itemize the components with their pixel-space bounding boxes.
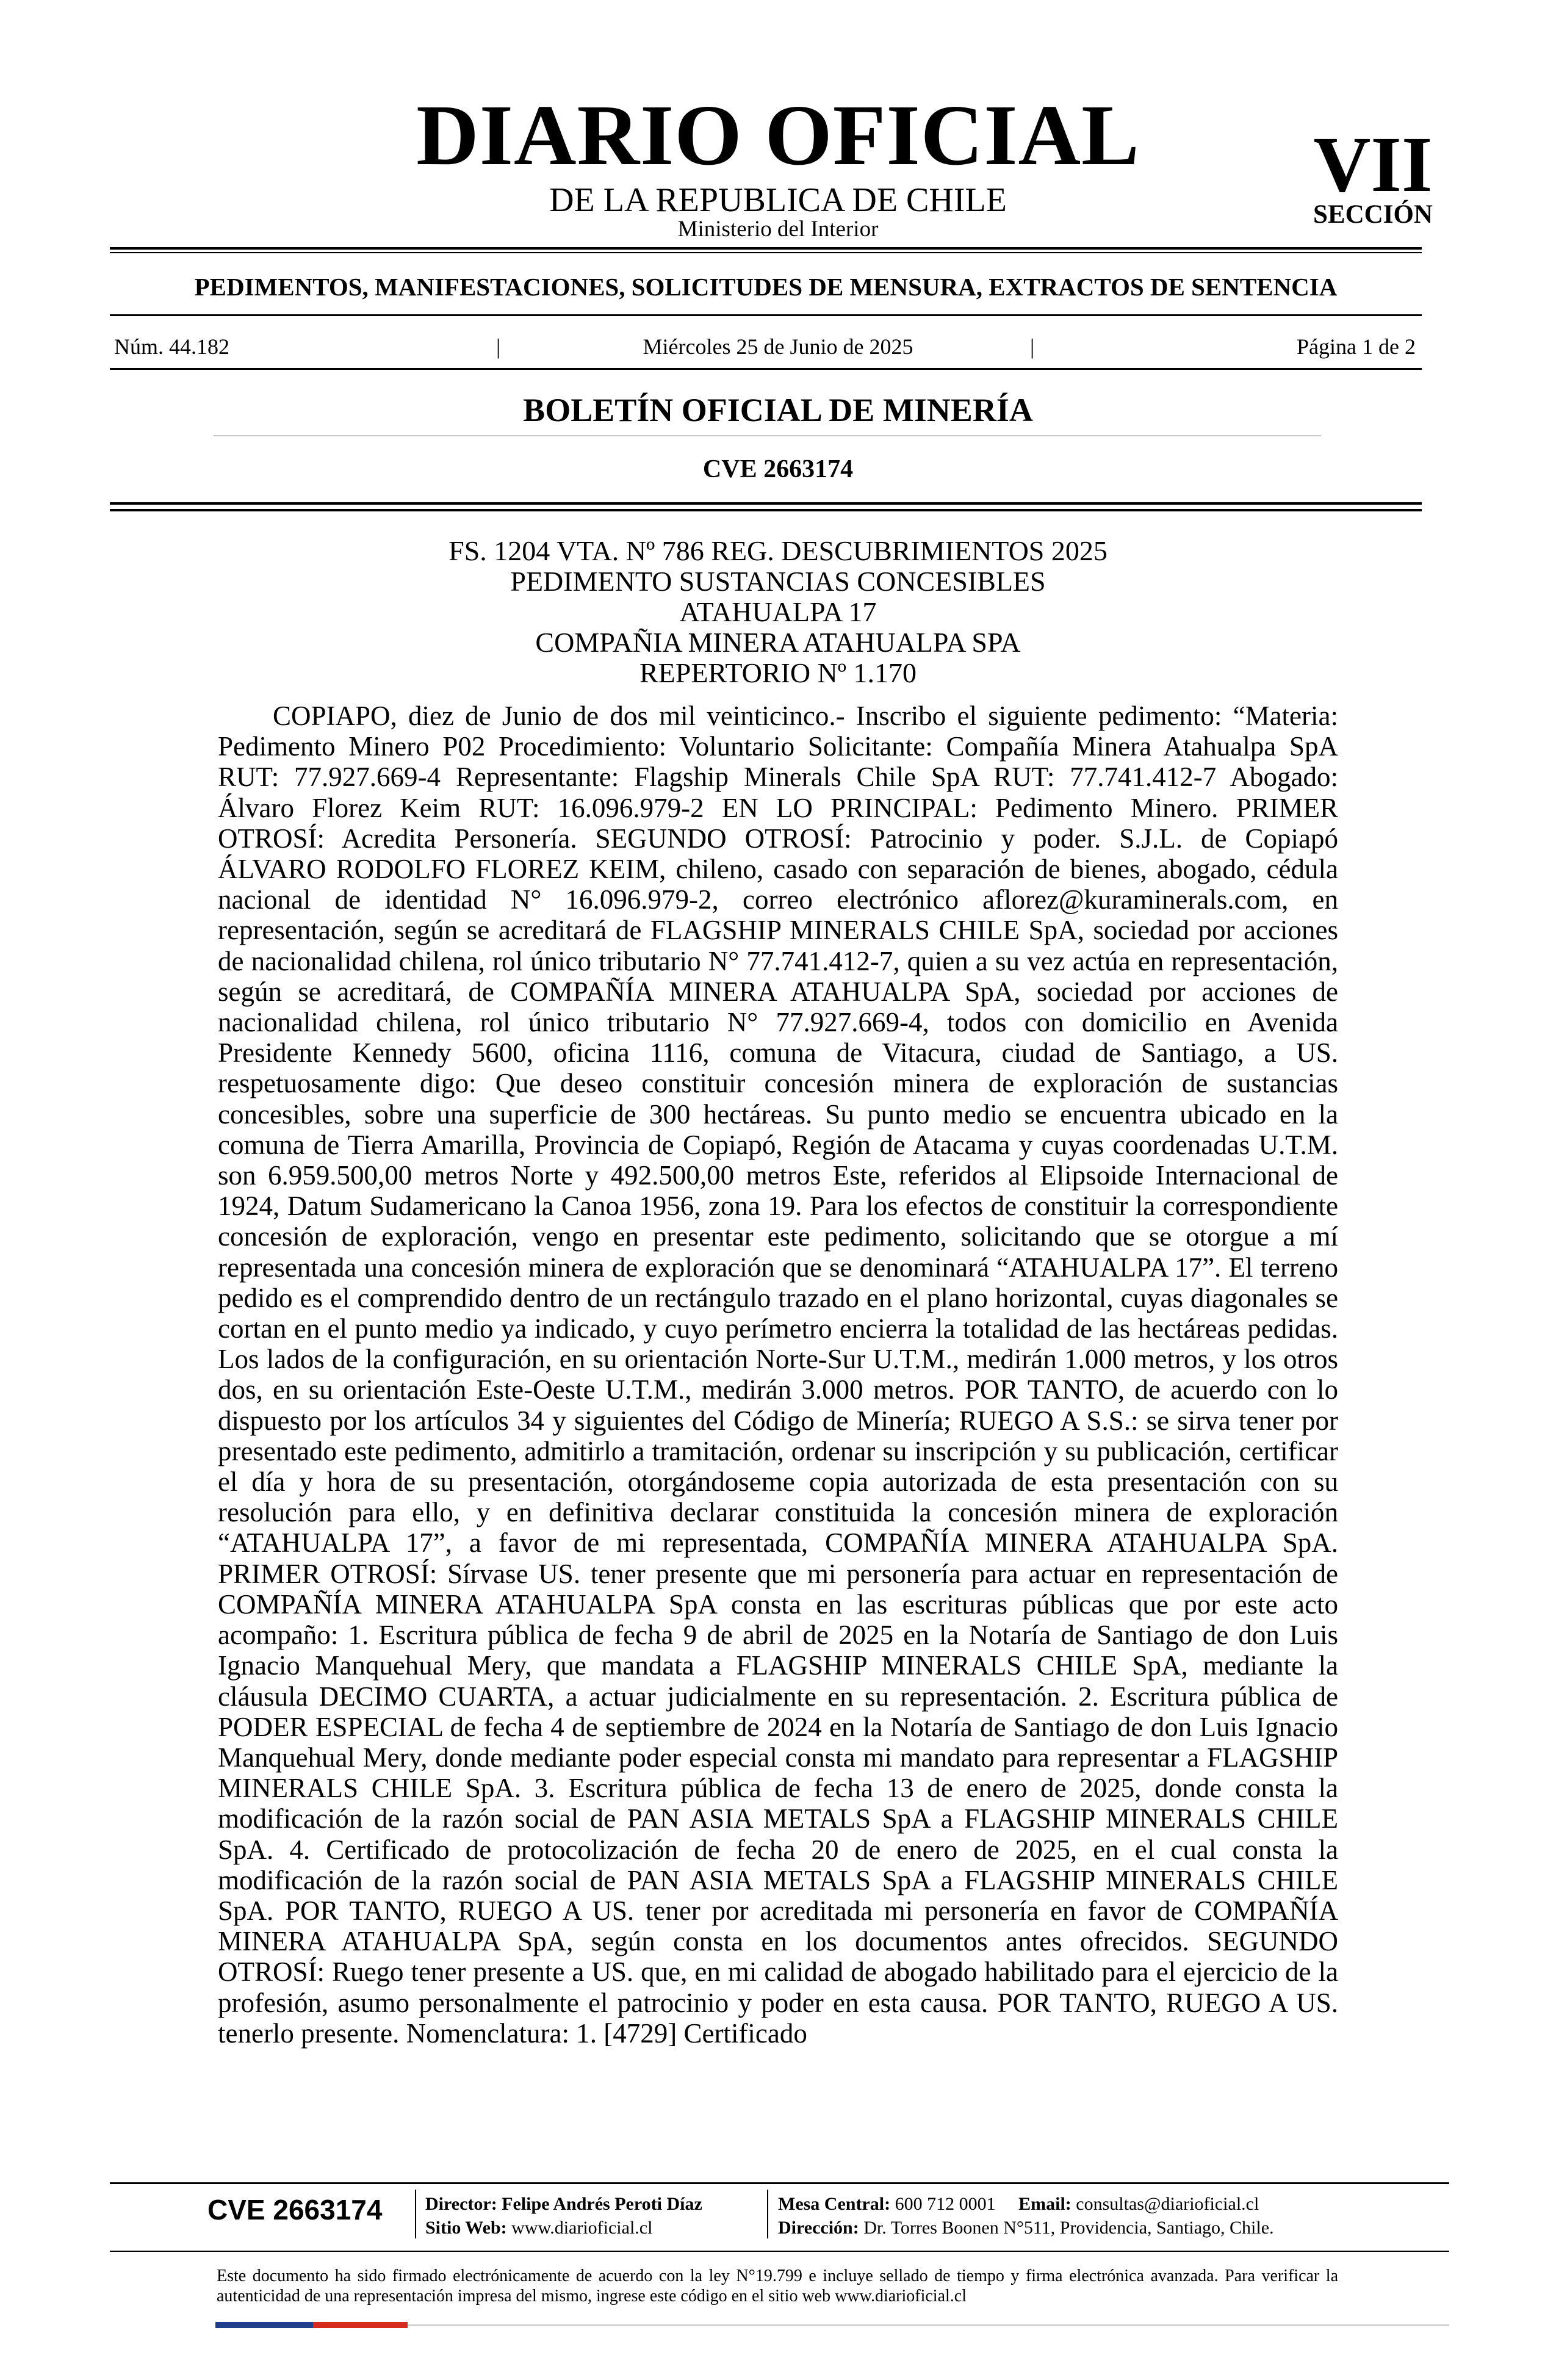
masthead-double-rule-top (110, 247, 1422, 250)
heading-line: COMPAÑIA MINERA ATAHUALPA SPA (535, 627, 1021, 658)
footer-bottom-rule (110, 2251, 1449, 2252)
footer-separator (415, 2190, 416, 2238)
info-separator: | (1030, 334, 1035, 359)
phone-value: 600 712 0001 (895, 2194, 996, 2214)
masthead-subtitle: DE LA REPUBLICA DE CHILE (549, 181, 1007, 219)
flag-stripe-red (313, 2322, 408, 2328)
masthead-double-rule-bottom (110, 252, 1422, 253)
footer-website (425, 2219, 652, 2237)
phone-label: Mesa Central: (778, 2194, 891, 2214)
website-link[interactable]: www.diarioficial.cl (511, 2218, 653, 2238)
section-number: VII (1313, 121, 1433, 209)
info-separator: | (496, 334, 501, 359)
section-label: SECCIÓN (1313, 200, 1433, 229)
cve-code: CVE 2663174 (702, 455, 854, 483)
cve-double-rule-bottom (110, 509, 1422, 511)
heading-line: PEDIMENTO SUSTANCIAS CONCESIBLES (510, 566, 1046, 597)
bulletin-title: BOLETÍN OFICIAL DE MINERÍA (523, 392, 1033, 428)
footer-rule (110, 2182, 1449, 2184)
address-label: Dirección: (778, 2218, 859, 2238)
info-rule (110, 368, 1422, 370)
footer-separator (767, 2190, 768, 2238)
director-label: Director: (425, 2194, 497, 2214)
flag-rule (408, 2324, 1449, 2326)
address-value: Dr. Torres Boonen N°511, Providencia, Santiago, Chile. (863, 2218, 1274, 2238)
cve-double-rule-top (110, 502, 1422, 505)
heading-line: FS. 1204 VTA. Nº 786 REG. DESCUBRIMIENTOS 2025 (448, 535, 1108, 566)
footer-address (778, 2219, 1274, 2237)
body-paragraph: COPIAPO, diez de Junio de dos mil veinticinco.- Inscribo el siguiente pedimento: “Materia: Pedimento Minero P02 Procedimiento: Voluntario Solicitante: Compañía Minera Atahualpa SpA RUT: 77.927.669-4 Representante: Flagship Minerals Chile SpA RUT: 77.741.412-7 Abogado: Álvaro Florez Keim RUT: 16.096.979-2 EN LO PRINCIPAL: Pedimento Minero. PRIMER OTROSÍ: Acredita Personería. SEGUNDO OTROSÍ: Patrocinio y poder. S.J.L. de Copiapó ÁLVARO RODOLFO FLOREZ KEIM, chileno, casado con separación de bienes, abogado, cédula nacional de identidad N° 16.096.979-2, correo electrónico aflorez@kuraminerals.com, en representación, según se acreditará de FLAGSHIP MINERALS CHILE SpA, sociedad por acciones de nacionalidad chilena, rol único tributario N° 77.741.412-7, quien a su vez actúa en representación, según se acreditará, de COMPAÑÍA MINERA ATAHUALPA SpA, sociedad por acciones de nacionalidad chilena, rol único tributario N° 77.927.669-4, todos con domicilio en Avenida Presidente Kennedy 5600, oficina 1116, comuna de Vitacura, ciudad de Santiago, a US. respetuosamente digo: Que deseo constituir concesión minera de exploración de sustancias concesibles, sobre una superficie de 300 hectáreas. Su punto medio se encuentra ubicado en la comuna de Tierra Amarilla, Provincia de Copiapó, Región de Atacama y cuyas coordenadas U.T.M. son 6.959.500,00 metros Norte y 492.500,00 metros Este, referidos al Elipsoide Internacional de 1924, Datum Sudamericano la Canoa 1956, zona 19. Para los efectos de constituir la correspondiente concesión de exploración, vengo en presentar este pedimento, solicitando que se otorgue a mí representada una concesión minera de exploración que se denominará “ATAHUALPA 17”. El terreno pedido es el comprendido dentro de un rectángulo trazado en el plano horizontal, cuyas diagonales se cortan en el punto medio ya indicado, y cuyo perímetro encierra la totalidad de las hectáreas pedidas. Los lados de la configuración, en su orientación Norte-Sur U.T.M., medirán 1.000 metros, y los otros dos, en su orientación Este-Oeste U.T.M., medirán 3.000 metros. POR TANTO, de acuerdo con lo dispuesto por los artículos 34 y siguientes del Código de Minería; RUEGO A S.S.: se sirva tener por presentado este pedimento, admitirlo a tramitación, ordenar su inscripción y su publicación, certificar el día y hora de su presentación, otorgándoseme copia autorizada de esta presentación con su resolución para ello, y en definitiva declarar constituida la concesión minera de exploración “ATAHUALPA 17”, a favor de mi representada, COMPAÑÍA MINERA ATAHUALPA SpA. PRIMER OTROSÍ: Sírvase US. tener presente que mi personería para actuar en representación de COMPAÑÍA MINERA ATAHUALPA SpA consta en las escrituras públicas que por este acto acompaño: 1. Escritura pública de fecha 9 de abril de 2025 en la Notaría de Santiago de don Luis Ignacio Manquehual Mery, que mandata a FLAGSHIP MINERALS CHILE SpA, mediante la cláusula DECIMO CUARTA, a actuar judicialmente en su representación. 2. Escritura pública de PODER ESPECIAL de fecha 4 de septiembre de 2024 en la Notaría de Santiago de don Luis Ignacio Manquehual Mery, donde mediante poder especial consta mi mandato para representar a FLAGSHIP MINERALS CHILE SpA. 3. Escritura pública de fecha 13 de enero de 2025, donde consta la modificación de la razón social de PAN ASIA METALS SpA a FLAGSHIP MINERALS CHILE SpA. 4. Certificado de protocolización de fecha 20 de enero de 2025, en el cual consta la modificación de la razón social de PAN ASIA METALS SpA a FLAGSHIP MINERALS CHILE SpA. POR TANTO, RUEGO A US. tener por acreditada mi personería en favor de COMPAÑÍA MINERA ATAHUALPA SpA, según consta en los documentos antes ofrecidos. SEGUNDO OTROSÍ: Ruego tener presente a US. que, en mi calidad de abogado habilitado para el ejercicio de la profesión, asumo personalmente el patrocinio y poder en esta causa. POR TANTO, RUEGO A US. tenerlo presente. Nomenclatura: 1. [4729] Certificado (218, 701, 1338, 2049)
website-label: Sitio Web: (425, 2218, 507, 2238)
masthead-ministry: Ministerio del Interior (677, 217, 879, 242)
heading-line: ATAHUALPA 17 (679, 596, 877, 627)
bulletin-title-underline (214, 435, 1321, 436)
director-value: Felipe Andrés Peroti Díaz (502, 2194, 702, 2214)
footer-director (425, 2195, 702, 2213)
page-indicator: Página 1 de 2 (1297, 334, 1416, 359)
masthead-title: DIARIO OFICIAL (416, 87, 1140, 183)
legal-notice: Este documento ha sido firmado electrónicamente de acuerdo con la ley N°19.799 e incluye sellado de tiempo y firma electrónica avanzada. Para verificar la autenticidad de una representación impresa del mismo, ingrese este código en el sitio web www.diarioficial.cl (217, 2266, 1338, 2306)
email-label: Email: (1018, 2194, 1072, 2214)
issue-number: Núm. 44.182 (114, 334, 229, 359)
footer-phone-email (778, 2195, 1259, 2213)
email-link[interactable]: consultas@diarioficial.cl (1076, 2194, 1259, 2214)
flag-stripe-blue (215, 2322, 313, 2328)
issue-date: Miércoles 25 de Junio de 2025 (643, 334, 913, 359)
heading-line: REPERTORIO Nº 1.170 (639, 657, 917, 688)
footer-cve-code: CVE 2663174 (207, 2194, 383, 2226)
section-banner: PEDIMENTOS, MANIFESTACIONES, SOLICITUDES DE MENSURA, EXTRACTOS DE SENTENCIA (194, 273, 1338, 301)
banner-rule (110, 314, 1422, 316)
